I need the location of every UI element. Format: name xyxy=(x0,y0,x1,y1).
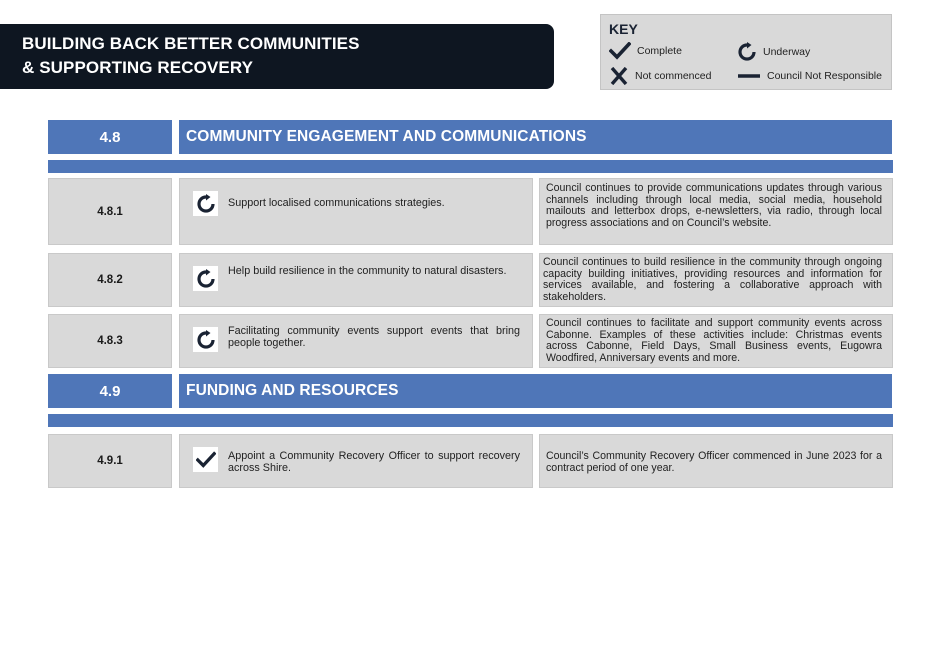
item-comment: Council continues to build resilience in the community through ongoing capacity building initiatives, providing resources and information for services available, and fostering a collaborative approach with stakeholders. xyxy=(539,253,893,307)
key-not-responsible xyxy=(737,67,882,85)
item-action-text: Appoint a Community Recovery Officer to support recovery across Shire. xyxy=(228,450,520,474)
key-not-commenced xyxy=(609,67,711,85)
table-row-4-8-2 xyxy=(48,253,893,307)
item-number: 4.9.1 xyxy=(48,434,172,488)
key-title: KEY xyxy=(609,21,638,37)
underway-icon xyxy=(193,327,218,352)
item-number: 4.8.3 xyxy=(48,314,172,368)
section-title: FUNDING AND RESOURCES xyxy=(179,374,892,408)
key-not-commenced-label: Not commenced xyxy=(635,70,712,82)
underway-icon xyxy=(193,191,218,216)
page-title-line-2: & SUPPORTING RECOVERY xyxy=(22,58,254,77)
underway-icon xyxy=(737,42,757,62)
item-comment: Council continues to facilitate and support community events across Cabonne. Examples of these activities include: Christmas events across Cabonne, Field Days, Small Business events, Eugowra Woodfired, Anniversary events and more. xyxy=(539,314,893,368)
item-action-text: Facilitating community events support events that bring people together. xyxy=(228,325,520,349)
table-row-4-9-1 xyxy=(48,434,893,488)
item-comment: Council’s Community Recovery Officer commenced in June 2023 for a contract period of one year. xyxy=(539,434,893,488)
key-complete-label: Complete xyxy=(637,45,682,57)
table-row-4-8-1 xyxy=(48,178,893,245)
key-underway-label: Underway xyxy=(763,46,811,58)
key-complete xyxy=(609,42,682,60)
item-action-cell xyxy=(179,434,533,488)
key-not-responsible-label: Council Not Responsible xyxy=(767,70,882,82)
section-number: 4.9 xyxy=(48,374,172,408)
cross-icon xyxy=(609,67,629,85)
page-title-line-1: BUILDING BACK BETTER COMMUNITIES xyxy=(22,34,360,53)
item-number: 4.8.2 xyxy=(48,253,172,307)
section-number: 4.8 xyxy=(48,120,172,154)
item-comment: Council continues to provide communications updates through various channels including through local media, social media, household mailouts and letterbox drops, e-newsletters, via radio, through local progress associations and on Council’s website. xyxy=(539,178,893,245)
section-divider xyxy=(48,414,893,427)
checkmark-icon xyxy=(193,447,218,472)
status-key xyxy=(600,14,892,90)
item-number: 4.8.1 xyxy=(48,178,172,245)
dash-icon xyxy=(737,67,761,85)
section-divider xyxy=(48,160,893,173)
item-action-text: Support localised communications strategies. xyxy=(228,197,445,209)
item-action-cell xyxy=(179,253,533,307)
table-row-4-8-3 xyxy=(48,314,893,368)
underway-icon xyxy=(193,266,218,291)
key-underway xyxy=(737,42,810,62)
item-action-text: Help build resilience in the community to natural disasters. xyxy=(228,265,507,277)
item-action-cell xyxy=(179,178,533,245)
section-title: COMMUNITY ENGAGEMENT AND COMMUNICATIONS xyxy=(179,120,892,154)
item-action-cell xyxy=(179,314,533,368)
page-title-banner xyxy=(0,24,554,89)
checkmark-icon xyxy=(609,42,631,60)
